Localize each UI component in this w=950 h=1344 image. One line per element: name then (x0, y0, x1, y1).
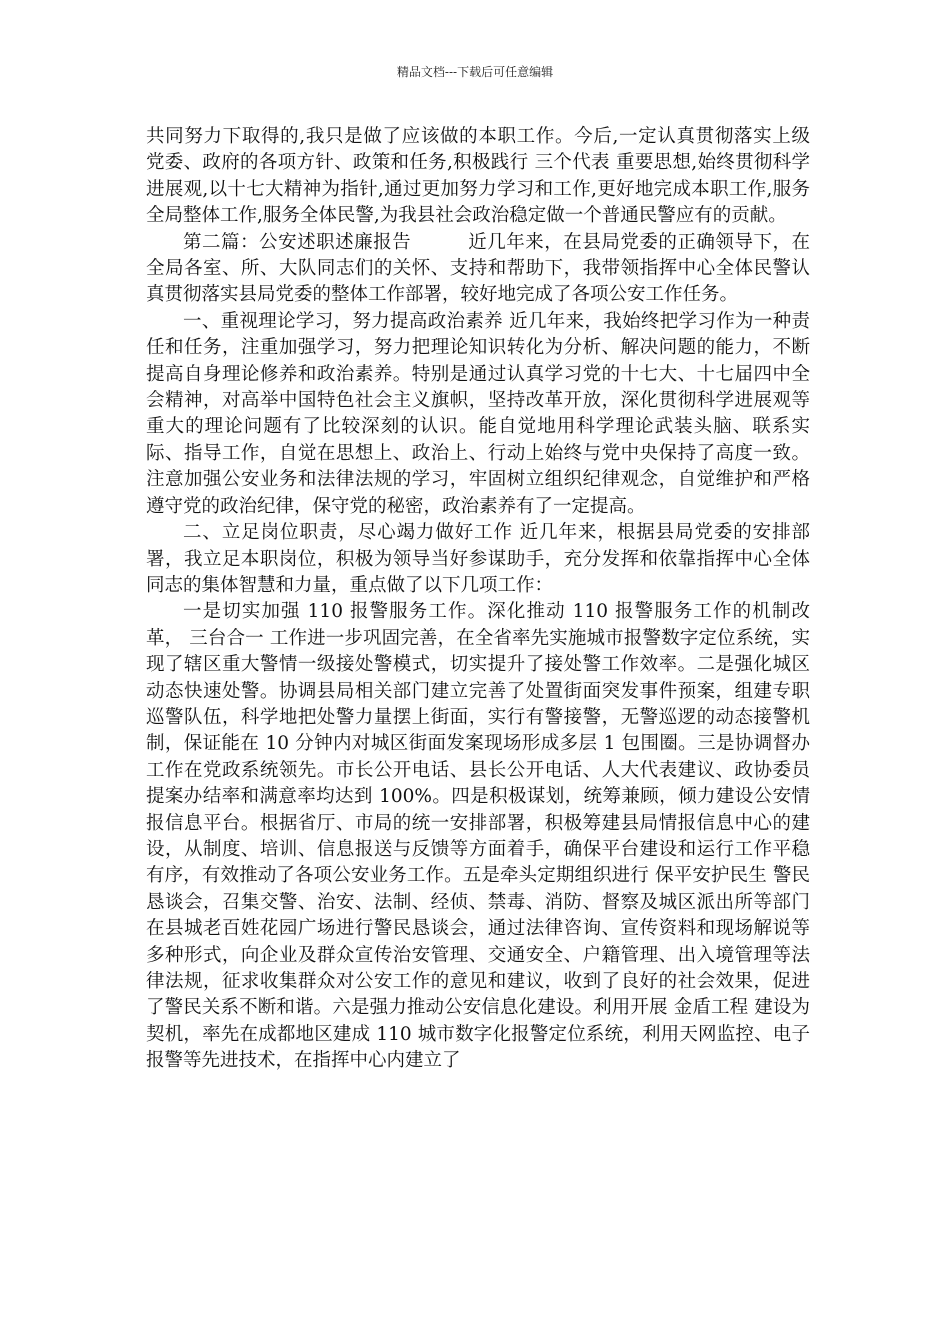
paragraph-theory-study: 一、重视理论学习，努力提高政治素养 近几年来，我始终把学习作为一种责任和任务，注重加强学习，努力把理论知识转化为分析、解决问题的能力，不断提高自身理论修养和政治素养。特别是通过认真学习党的十七大、十七届四中全会精神，对高举中国特色社会主义旗帜，坚持改革开放，深化贯彻科学进展观等重大的理论问题有了比较深刻的认识。能自觉地用科学理论武装头脑、联系实际、指导工作，自觉在思想上、政治上、行动上始终与党中央保持了高度一致。注意加强公安业务和法律法规的学习，牢固树立组织纪律观念，自觉维护和严格遵守党的政治纪律，保守党的秘密，政治素养有了一定提高。 (146, 310, 810, 517)
paragraph-job-duties: 二、立足岗位职责，尽心竭力做好工作 近几年来，根据县局党委的安排部署，我立足本职岗位，积极为领导当好参谋助手，充分发挥和依靠指挥中心全体同志的集体智慧和力量，重点做了以下几项工作： (146, 522, 810, 596)
document-body (146, 124, 810, 1075)
paragraph-continuation: 共同努力下取得的,我只是做了应该做的本职工作。今后,一定认真贯彻落实上级 党委、政府的各项方针、政策和任务,积极践行 三个代表 重要思想,始终贯彻科学进展观,以十七大精神为指针,通过更加努力学习和工作,更好地完成本职工作,服务全局整体工作,服务全体民警,为我县社会政治稳定做一个普通民警应有的贡献。 (146, 126, 810, 227)
page-header: 精品文档---下载后可任意编辑 (396, 65, 554, 79)
paragraph-work-items: 一是切实加强 110 报警服务工作。深化推动 110 报警服务工作的机制改革， 三台合一 工作进一步巩固完善，在全省率先实施城市报警数字定位系统，实现了辖区重大警情一级接处警模式，切实提升了接处警工作效率。二是强化城区动态快速处警。协调县局相关部门建立完善了处置街面突发事件预案，组建专职巡警队伍，科学地把处警力量摆上街面，实行有警接警，无警巡逻的动态接警机制，保证能在 10 分钟内对城区街面发案现场形成多层 1 包围圈。三是协调督办工作在党政系统领先。市长公开电话、县长公开电话、人大代表建议、政协委员提案办结率和满意率均达到 100%。四是积极谋划，统筹兼顾，倾力建设公安情报信息平台。根据省厅、市局的统一安排部署，积极筹建县局情报信息中心的建设，从制度、培训、信息报送与反馈等方面着手，确保平台建设和运行工作平稳有序，有效推动了各项公安业务工作。五是牵头定期组织进行 保平安护民生 警民恳谈会，召集交警、治安、法制、经侦、禁毒、消防、督察及城区派出所等部门在县城老百姓花园广场进行警民恳谈会，通过法律咨询、宣传资料和现场解说等多种形式，向企业及群众宣传治安管理、交通安全、户籍管理、出入境管理等法律法规，征求收集群众对公安工作的意见和建议，收到了良好的社会效果，促进了警民关系不断和谐。六是强力推动公安信息化建设。利用开展 金盾工程 建设为契机，率先在成都地区建成 110 城市数字化报警定位系统，利用天网监控、电子报警等先进技术，在指挥中心内建立了 (146, 601, 810, 1072)
paragraph-second-report-intro: 第二篇：公安述职述廉报告 近几年来，在县局党委的正确领导下，在全局各室、所、大队同志们的关怀、支持和帮助下，我带领指挥中心全体民警认真贯彻落实县局党委的整体工作部署，较好地完成了各项公安工作任务。 (146, 231, 810, 306)
